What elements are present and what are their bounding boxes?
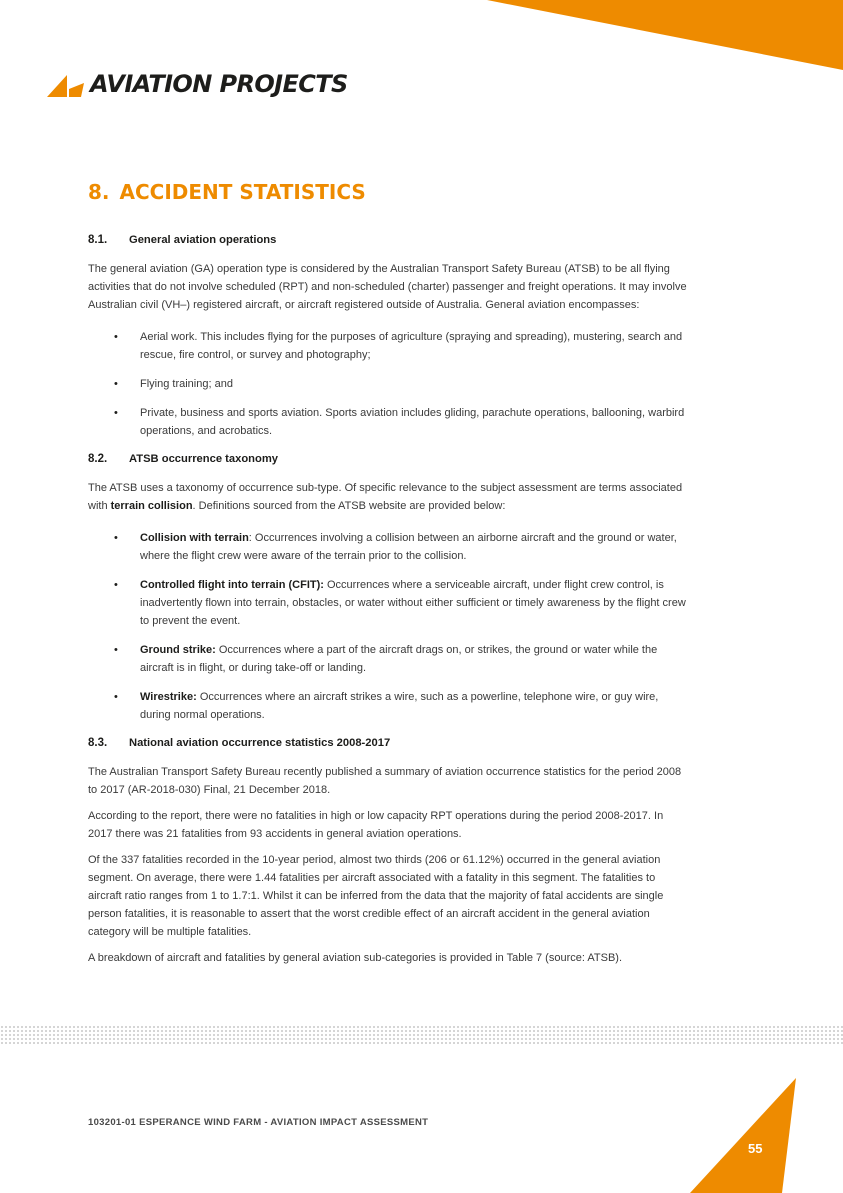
subsection-general-aviation xyxy=(88,232,688,440)
intro-bold-term: terrain collision xyxy=(110,500,193,512)
section-number: 8. xyxy=(88,180,110,204)
subsection-heading xyxy=(88,232,688,248)
definition-text: Occurrences where an aircraft strikes a wire, such as a powerline, telephone wire, or guy wire, during normal operations. xyxy=(140,691,659,721)
subsection-heading xyxy=(88,735,688,751)
definition-term: Wirestrike: xyxy=(140,691,197,703)
definition-text: : Occurrences involving a collision between an airborne aircraft and the ground or water, where the flight crew were aware of the terrain prior to the collision. xyxy=(140,532,677,562)
definition-term: Controlled flight into terrain (CFIT): xyxy=(140,579,324,591)
definition-text: Occurrences where a serviceable aircraft, under flight crew control, is inadvertently flown into terrain, obstacles, or water without either sufficient or timely awareness by the flight crew to prevent the event. xyxy=(140,579,686,627)
list-item xyxy=(88,576,688,630)
list-item: • Flying training; and xyxy=(88,375,688,393)
subsection-number: 8.2. xyxy=(88,453,108,465)
paragraph: A breakdown of aircraft and fatalities by general aviation sub-categories is provided in Table 7 (source: ATSB). xyxy=(88,952,622,964)
subsection-atsb-taxonomy xyxy=(88,451,688,724)
brand-logo xyxy=(47,68,348,100)
definition-text: Occurrences where a part of the aircraft drags on, or strikes, the ground or water while the aircraft is in flight, or during take-off or landing. xyxy=(140,644,658,674)
paragraph: The Australian Transport Safety Bureau recently published a summary of aviation occurrence statistics for the period 2008 to 2017 (AR-2018-030) Final, 21 December 2018. xyxy=(88,766,682,796)
section-title: ACCIDENT STATISTICS xyxy=(119,180,366,204)
subsection-number: 8.3. xyxy=(88,737,108,749)
page-content xyxy=(88,176,688,977)
bottom-corner-accent xyxy=(0,1070,843,1193)
subsection-title: ATSB occurrence taxonomy xyxy=(129,453,278,465)
aviation-projects-logo-icon xyxy=(47,71,85,97)
definition-term: Collision with terrain xyxy=(140,532,249,544)
bullet-list xyxy=(88,328,688,440)
section-heading xyxy=(88,176,688,208)
subsection-title: National aviation occurrence statistics 2008-2017 xyxy=(129,737,391,749)
list-item: • Private, business and sports aviation. Sports aviation includes gliding, parachute operations, ballooning, warbird operations, and acrobatics. xyxy=(88,404,688,440)
intro-text-end: . Definitions sourced from the ATSB website are provided below: xyxy=(192,500,506,512)
paragraph: The general aviation (GA) operation type is considered by the Australian Transport Safety Bureau (ATSB) to be all flying activities that do not involve scheduled (RPT) and non-scheduled (charter) passenger and freight operations. It may involve Australian civil (VH–) registered aircraft, or aircraft registered outside of Australia. General aviation encompasses: xyxy=(88,263,687,311)
subsection-title: General aviation operations xyxy=(129,234,277,246)
list-item xyxy=(88,688,688,724)
subsection-number: 8.1. xyxy=(88,234,108,246)
paragraph: According to the report, there were no fatalities in high or low capacity RPT operations during the period 2008-2017. In 2017 there was 21 fatalities from 93 accidents in general aviation operations. xyxy=(88,810,664,840)
subsection-national-statistics xyxy=(88,735,688,967)
brand-name: AVIATION PROJECTS xyxy=(90,70,348,98)
list-item xyxy=(88,641,688,677)
paragraph xyxy=(88,479,688,515)
footer-document-ref: 103201-01 ESPERANCE WIND FARM - AVIATION IMPACT ASSESSMENT xyxy=(88,1117,429,1128)
paragraph: Of the 337 fatalities recorded in the 10-year period, almost two thirds (206 or 61.12%) occurred in the general aviation segment. On average, there were 1.44 fatalities per aircraft associated with a fatality in this segment. The fatalities to aircraft ratio ranges from 1 to 1.7:1. Whilst it can be inferred from the data that the majority of fatal accidents are single person fatalities, it is reasonable to assert that the worst credible effect of an aircraft accident in the general aviation category will be multiple fatalities. xyxy=(88,854,664,938)
definition-term: Ground strike: xyxy=(140,644,216,656)
list-item: • Aerial work. This includes flying for the purposes of agriculture (spraying and spreading), mustering, search and rescue, fire control, or survey and photography; xyxy=(88,328,688,364)
dotted-divider xyxy=(0,1025,843,1045)
intro-text: The ATSB uses a taxonomy of occurrence sub-type. Of specific relevance to the subject assessment are terms associated with xyxy=(88,482,683,512)
bullet-list xyxy=(88,529,688,724)
subsection-heading xyxy=(88,451,688,467)
list-item xyxy=(88,529,688,565)
page-number: 55 xyxy=(748,1141,763,1156)
